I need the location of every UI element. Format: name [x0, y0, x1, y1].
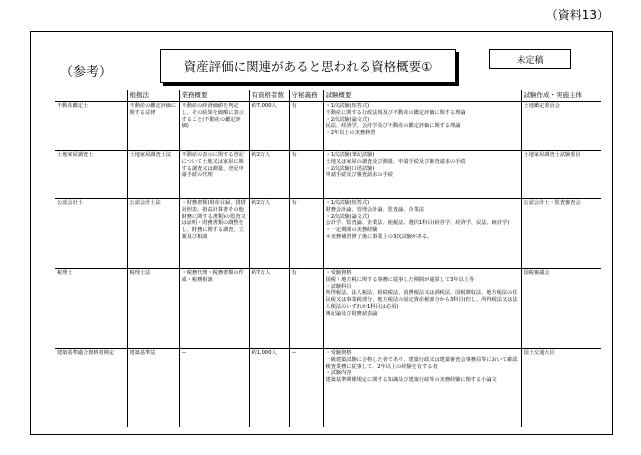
table-row [55, 199, 601, 269]
legal-basis: 公認会計士法 [127, 199, 179, 269]
exam-line: ・2年以上の実務修習 [325, 130, 376, 136]
exam-line: 簿記論及び財務諸表論 [325, 310, 378, 317]
table-row [55, 151, 601, 199]
exam-line: ・試験内容 [325, 370, 352, 377]
exam-line: ＊実務補習修了後に事業上の3次試験がある。 [325, 233, 433, 240]
secrecy-duty: 有 [289, 151, 323, 199]
header-work: 業務概要 [179, 90, 249, 102]
page-title: 資産評価に関連があると思われる資格概要① [160, 49, 456, 83]
draft-stamp: 未定稿 [489, 49, 571, 69]
exam-organizer: 国土交通大臣 [523, 350, 555, 356]
work-summary: 不動産の経済価値を判定し、その結果を価額に表示すること(不動産の鑑定評価) [179, 102, 249, 151]
exam-summary [323, 199, 521, 269]
secrecy-duty: 有 [289, 102, 323, 151]
exam-line: 財務会計論、管理会計論、監査論、企業法 [325, 206, 425, 213]
holder-count: 約2万人 [249, 151, 289, 199]
exam-summary [323, 269, 521, 349]
header-exam: 試験概要 [323, 90, 521, 102]
exam-line: ・1次試験(筆記試験) [325, 152, 375, 158]
exam-summary [323, 349, 521, 427]
holder-count: 約2万人 [249, 199, 289, 269]
work-summary: ・税務代理・税務書類の作成・税務相談 [179, 269, 249, 349]
holder-count: 約7,000人 [249, 102, 289, 151]
exam-line: 会計学、監査論、企業法、租税法、選択1科目(経営学、経済学、民法、統計学) [325, 220, 510, 227]
qualification-table [55, 90, 601, 427]
exam-line: ・1次試験(短答式) [325, 200, 370, 206]
exam-line: 不動産に関する行政法規及び不動産の鑑定評価に関する理論 [325, 109, 466, 116]
header-count: 有資格者数 [249, 90, 289, 102]
legal-basis: 土地家屋調査士法 [127, 151, 179, 199]
legal-basis: 不動産の鑑定評価に関する法律 [127, 102, 179, 151]
exam-line: ・受験資格 [325, 350, 352, 356]
qualification-name: 税理士 [55, 269, 127, 349]
exam-line: ・1次試験(短答式) [325, 103, 370, 109]
table-row [55, 349, 601, 427]
exam-line: 建築基準関係規定に関する知識及び建築行政等の実務経験に関する小論文 [325, 377, 497, 383]
qualification-name: 土地家屋調査士 [55, 151, 127, 199]
secrecy-duty: 有 [289, 269, 323, 349]
exam-line: 国税・地方税に関する事務に従事した期間が通算して3年以上等 [325, 276, 475, 283]
legal-basis: 税理士法 [127, 269, 179, 349]
exam-summary [323, 151, 521, 199]
qualification-name: 不動産鑑定士 [55, 102, 127, 151]
header-law: 根拠法 [127, 90, 179, 102]
exam-line: ・一定期間の実務経験 [325, 227, 378, 233]
legal-basis: 建築基準法 [127, 349, 179, 427]
secrecy-duty: 有 [289, 199, 323, 269]
exam-line: ・試験科目 [325, 283, 352, 290]
table-row [55, 102, 601, 151]
exam-line: ・2次試験(論文式) [325, 116, 370, 123]
exam-line: ・2次試験(論文式) [325, 213, 370, 220]
work-summary: ー [179, 349, 249, 427]
exam-summary [323, 102, 521, 151]
exam-organizer: 土地鑑定委員会 [523, 103, 560, 109]
exam-organizer: 国税審議会 [523, 270, 550, 276]
exam-line: 申請手続及び審査請求の手続 [325, 172, 393, 179]
exam-line: 土地又は家屋の調査及び測量、申請手続及び審査請求の手続 [325, 158, 466, 165]
qualification-name: 建築基準適合資格者検定 [55, 349, 127, 427]
reference-number: （資料13） [545, 8, 609, 22]
work-summary: ・財務書類(財産目録、貸借対照表、損益計算書その他財務に関する書類)の監査又は証明・財務書類の調整をし、財務に関する調査、立案及び相談 [179, 199, 249, 269]
exam-organizer: 公認会計士・監査審査会 [523, 200, 581, 206]
exam-line: 一級建築試験に合格した者であり、建築行政又は建築審査会事務局等において確認検査業務に従事して、2年以上の経験を有する者 [325, 356, 518, 370]
table-header-row [55, 90, 601, 102]
work-summary: 不動産の表示に関する登記について土地又は家屋に関する調査又は測量、登記申請手続の代理 [179, 151, 249, 199]
secrecy-duty: ー [289, 349, 323, 427]
exam-line: ・2次試験(口述試験) [325, 165, 375, 172]
reference-label: （参考） [60, 65, 113, 80]
holder-count: 約1,000人 [249, 349, 289, 427]
exam-organizer: 土地家屋調査士試験委員 [523, 152, 581, 158]
header-name [55, 90, 127, 102]
header-org: 試験作成・実施主体 [521, 90, 601, 102]
holder-count: 約7万人 [249, 269, 289, 349]
table-row [55, 269, 601, 349]
exam-line: 所得税法、法人税法、相続税法、消費税法又は酒税法、国税徴収法、地方税法の住民税又は事業税部分、地方税法の固定資産税部分から3科目(但し、所得税法又は法人税法のいずれか1科目は必須) [325, 290, 518, 310]
header-secrecy: 守秘義務 [289, 90, 323, 102]
qualification-name: 公認会計士 [55, 199, 127, 269]
exam-line: ・受験資格 [325, 270, 352, 276]
exam-line: 民法、経済学、会計学及び不動産の鑑定評価に関する理論 [325, 123, 461, 130]
